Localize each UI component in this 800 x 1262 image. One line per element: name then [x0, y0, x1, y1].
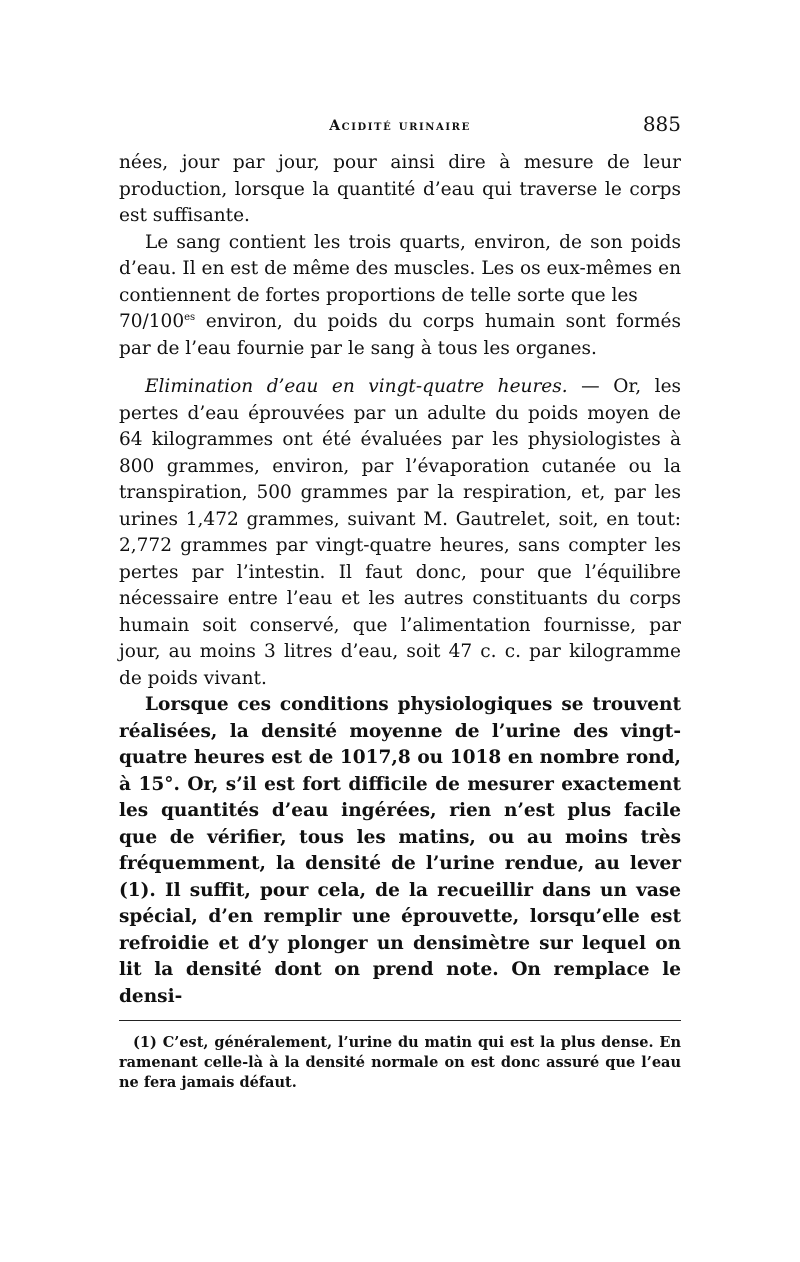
paragraph-text-tail: environ, du poids du corps humain sont formés par de l’eau fournie par le sang à tous les organes.	[119, 311, 681, 359]
section-title: Elimination d’eau en vingt-quatre heures.	[145, 376, 568, 397]
page-header	[119, 112, 681, 146]
page-number: 885	[642, 112, 681, 136]
fraction-value: 70/100	[119, 311, 185, 332]
paragraph-density: Lorsque ces conditions physiologiques se trouvent réalisées, la densité moyenne de l’urine des vingt-quatre heures est de 1017,8 ou 1018 en nombre rond, à 15°. Or, s’il est fort difficile de mesurer exactement les quantités d’eau ingérées, rien n’est plus facile que de vérifier, tous les matins, ou au moins très fréquemment, la densité de l’urine rendue, au lever (1). Il suffit, pour cela, de la recueillir dans un vase spécial, d’en remplir une éprouvette, lorsqu’elle est refroidie et d’y plonger un densimètre sur lequel on lit la densité dont on prend note. On remplace le densi-	[119, 694, 681, 1007]
footnote-divider	[119, 1020, 681, 1021]
paragraph-blood-water	[119, 230, 681, 363]
paragraph-continuation: nées, jour par jour, pour ainsi dire à mesure de leur production, lorsque la quantité d’eau qui traverse le corps est suffisante.	[119, 152, 681, 226]
running-title: Acidité urinaire	[329, 118, 471, 134]
body-text	[119, 150, 681, 1010]
paragraph-text: Le sang contient les trois quarts, environ, de son poids d’eau. Il en est de même des muscles. Les os eux-mêmes en contiennent de fortes proportions de telle sorte que les	[119, 231, 681, 306]
footnote: (1) C’est, généralement, l’urine du matin qui est la plus dense. En ramenant celle-là à la densité normale on est donc assuré que l’eau ne fera jamais défaut.	[119, 1034, 681, 1091]
fraction-superscript: es	[184, 311, 196, 323]
paragraph-text: — Or, les pertes d’eau éprouvées par un adulte du poids moyen de 64 kilogrammes ont été évaluées par les physiologistes à 800 grammes, environ, par l’évaporation cutanée ou la transpiration, 500 grammes par la respiration, et, par les urines 1,472 grammes, suivant M. Gautrelet, soit, en tout: 2,772 grammes par vingt-quatre heures, sans compter les pertes par l’intestin. Il faut donc, pour que l’équilibre nécessaire entre l’eau et les autres constituants du corps humain soit conservé, que l’alimentation fournisse, par jour, au moins 3 litres d’eau, soit 47 c. c. par kilogramme de poids vivant.	[119, 376, 682, 689]
book-page	[119, 112, 681, 1093]
paragraph-elimination	[119, 374, 681, 692]
